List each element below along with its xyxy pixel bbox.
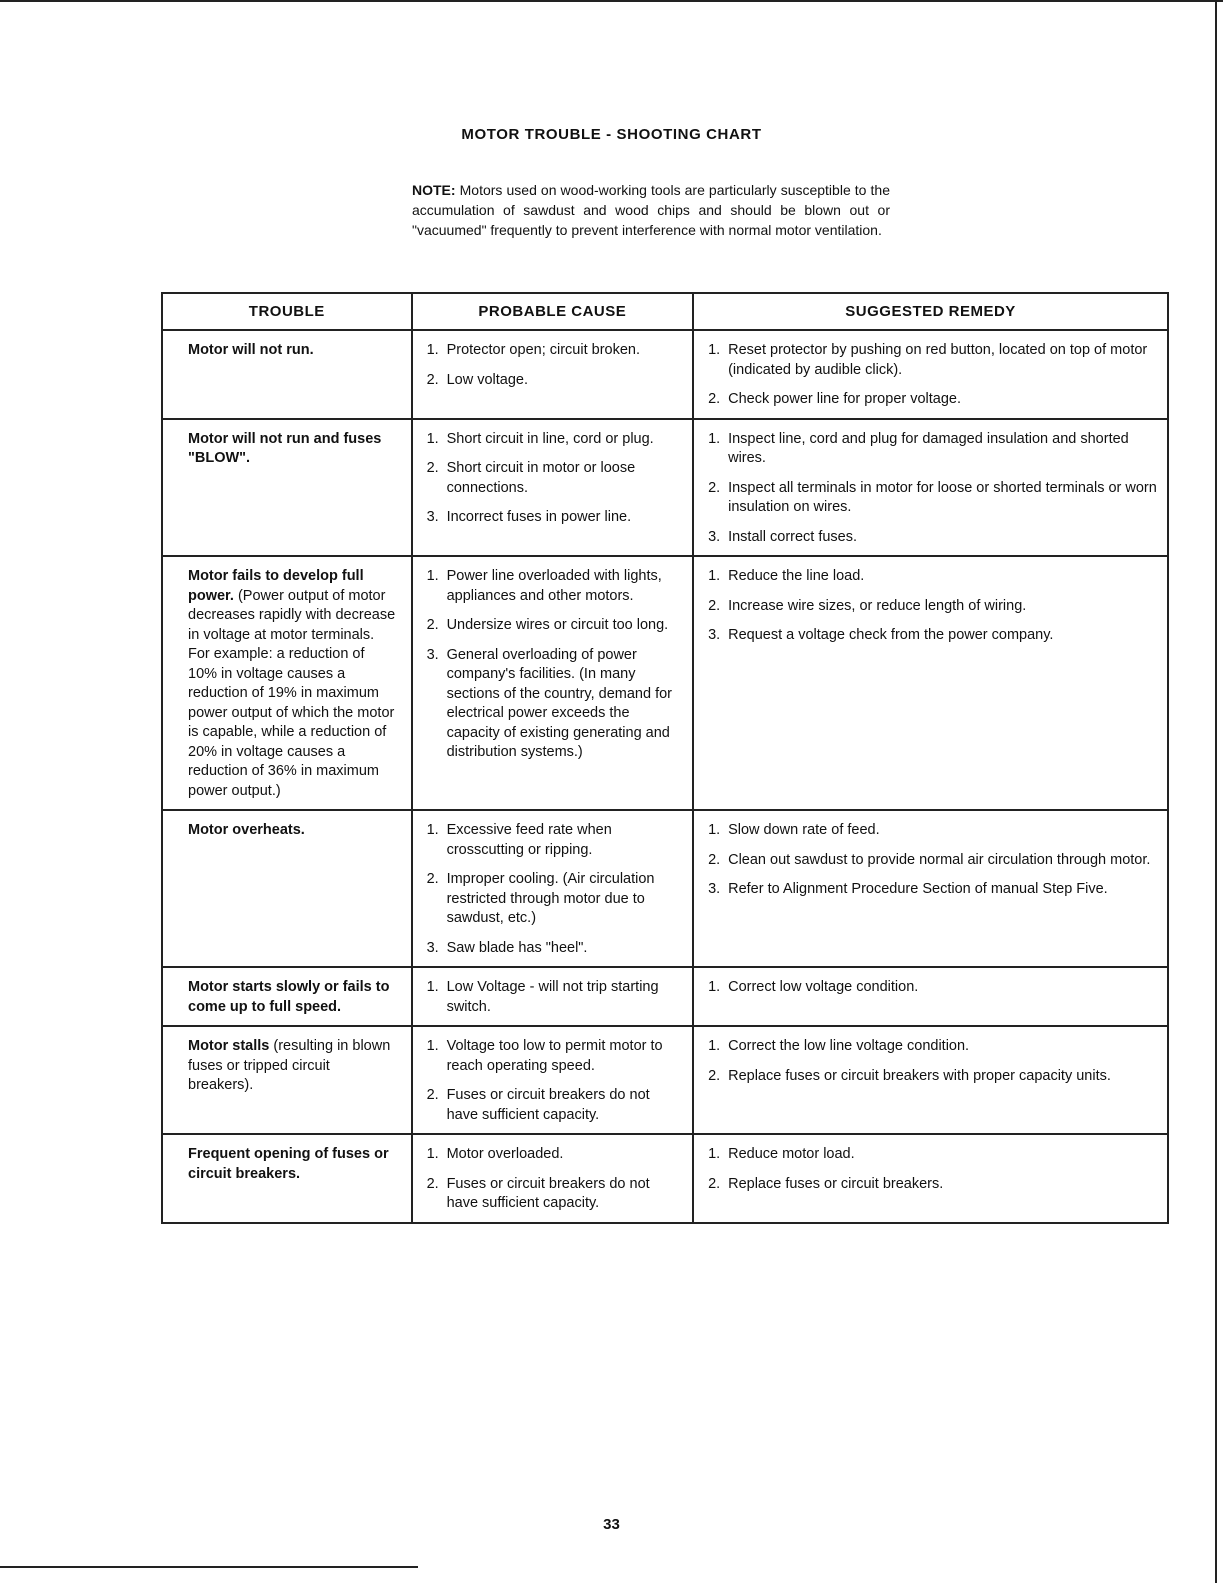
cause-item	[427, 616, 683, 636]
remedy-item	[708, 851, 1157, 871]
remedy-item	[708, 567, 1157, 587]
remedy-text: Replace fuses or circuit breakers.	[728, 1175, 944, 1192]
cause-text: Protector open; circuit broken.	[446, 342, 641, 358]
table-row	[162, 1026, 1168, 1134]
cause-number: 2.	[426, 460, 439, 476]
remedy-item	[708, 341, 1157, 380]
cause-text: Short circuit in motor or loose connections.	[446, 460, 636, 496]
trouble-cell	[162, 556, 412, 810]
cause-item	[427, 646, 683, 763]
remedy-number: 2.	[708, 1175, 721, 1192]
cause-item	[427, 459, 683, 498]
note-label: NOTE:	[412, 182, 456, 198]
cause-text: Low Voltage - will not trip starting switch.	[446, 979, 659, 1015]
cause-item	[427, 1175, 683, 1214]
table-row	[162, 330, 1168, 419]
cause-text: Motor overloaded.	[446, 1146, 564, 1162]
probable-cause-cell	[412, 556, 694, 810]
cause-text: Undersize wires or circuit too long.	[446, 617, 669, 633]
remedy-number: 2.	[708, 851, 721, 868]
cause-number: 2.	[426, 617, 439, 633]
cause-item	[427, 1037, 683, 1076]
suggested-remedy-cell	[693, 1026, 1168, 1134]
trouble-title: Motor will not run.	[188, 342, 314, 358]
trouble-title: Frequent opening of fuses or circuit breakers.	[188, 1146, 389, 1182]
table-row	[162, 810, 1168, 967]
page-title: MOTOR TROUBLE - SHOOTING CHART	[461, 126, 762, 143]
cause-text: Power line overloaded with lights, appliances and other motors.	[446, 568, 662, 604]
header-trouble: TROUBLE	[162, 293, 412, 330]
remedy-text: Request a voltage check from the power company.	[728, 627, 1054, 643]
cause-number: 2.	[426, 1175, 439, 1192]
remedy-item	[708, 821, 1157, 841]
troubleshooting-table	[161, 292, 1169, 1224]
cause-item	[427, 371, 683, 391]
cause-number: 3.	[426, 509, 439, 525]
remedy-text: Reduce the line load.	[728, 568, 865, 584]
cause-number: 1.	[426, 568, 439, 584]
cause-item	[427, 430, 683, 450]
remedy-item	[708, 1175, 1157, 1195]
trouble-title: Motor stalls	[188, 1038, 270, 1054]
remedy-text: Inspect all terminals in motor for loose or shorted terminals or worn insulation on wires.	[728, 479, 1157, 515]
cause-number: 1.	[426, 1038, 439, 1054]
remedy-item	[708, 1037, 1157, 1057]
remedy-text: Replace fuses or circuit breakers with proper capacity units.	[728, 1067, 1111, 1084]
cause-item	[427, 567, 683, 606]
cause-number: 3.	[426, 646, 439, 663]
remedy-number: 2.	[708, 597, 721, 614]
remedy-number: 1.	[708, 822, 721, 838]
probable-cause-cell	[412, 967, 694, 1026]
cause-number: 3.	[426, 939, 439, 956]
trouble-title: Motor starts slowly or fails to come up to full speed.	[188, 979, 390, 1015]
cause-text: Saw blade has "heel".	[446, 939, 588, 956]
probable-cause-cell	[412, 1134, 694, 1223]
note-paragraph	[412, 180, 890, 240]
table-body	[162, 330, 1168, 1223]
trouble-title: Motor fails to develop full power.	[188, 568, 364, 604]
remedy-text: Reduce motor load.	[728, 1146, 855, 1162]
probable-cause-cell	[412, 1026, 694, 1134]
remedy-text: Correct low voltage condition.	[728, 979, 919, 995]
trouble-cell	[162, 419, 412, 557]
cause-item	[427, 978, 683, 1017]
remedy-text: Inspect line, cord and plug for damaged insulation and shorted wires.	[728, 430, 1129, 466]
remedy-number: 3.	[708, 627, 721, 643]
probable-cause-cell	[412, 330, 694, 419]
table-row	[162, 556, 1168, 810]
page-number: 33	[603, 1516, 620, 1533]
trouble-title: Motor will not run and fuses "BLOW".	[188, 430, 382, 466]
suggested-remedy-cell	[693, 810, 1168, 967]
remedy-text: Install correct fuses.	[728, 528, 858, 545]
table-row	[162, 419, 1168, 557]
page-border-top	[0, 0, 1223, 2]
trouble-description: (Power output of motor decreases rapidly with decrease in voltage at motor terminals. For example: a reduction of 10% in voltage causes a reduction of 19% in maximum power output of which the motor is capable, while a reduction of 20% in voltage causes a reduction of 36% in maximum power output.)	[188, 587, 396, 799]
remedy-text: Refer to Alignment Procedure Section of manual Step Five.	[728, 881, 1108, 897]
remedy-item	[708, 479, 1157, 518]
cause-item	[427, 1145, 683, 1165]
remedy-number: 1.	[708, 979, 721, 995]
cause-text: Improper cooling. (Air circulation restricted through motor due to sawdust, etc.)	[446, 871, 655, 926]
remedy-number: 1.	[708, 1146, 721, 1162]
cause-item	[427, 821, 683, 860]
remedy-number: 2.	[708, 391, 721, 407]
cause-number: 1.	[426, 822, 439, 838]
trouble-cell	[162, 810, 412, 967]
remedy-item	[708, 430, 1157, 469]
remedy-text: Increase wire sizes, or reduce length of wiring.	[728, 597, 1027, 614]
suggested-remedy-cell	[693, 556, 1168, 810]
suggested-remedy-cell	[693, 330, 1168, 419]
table-row	[162, 1134, 1168, 1223]
cause-item	[427, 341, 683, 361]
remedy-item	[708, 978, 1157, 998]
trouble-description: (resulting in blown fuses or tripped circuit breakers).	[188, 1038, 391, 1093]
cause-text: Fuses or circuit breakers do not have sufficient capacity.	[446, 1087, 650, 1123]
cause-number: 2.	[426, 871, 439, 887]
remedy-item	[708, 390, 1157, 410]
probable-cause-cell	[412, 419, 694, 557]
remedy-number: 1.	[708, 1038, 721, 1054]
cause-number: 1.	[426, 979, 439, 995]
cause-text: Voltage too low to permit motor to reach operating speed.	[446, 1038, 663, 1074]
remedy-text: Reset protector by pushing on red button, located on top of motor (indicated by audible click).	[728, 342, 1148, 378]
remedy-number: 1.	[708, 430, 721, 447]
suggested-remedy-cell	[693, 419, 1168, 557]
remedy-number: 1.	[708, 342, 721, 358]
trouble-cell	[162, 1026, 412, 1134]
remedy-item	[708, 528, 1157, 548]
remedy-text: Clean out sawdust to provide normal air circulation through motor.	[728, 851, 1151, 868]
remedy-text: Slow down rate of feed.	[728, 822, 880, 838]
table-row	[162, 967, 1168, 1026]
trouble-cell	[162, 967, 412, 1026]
cause-number: 1.	[426, 1146, 439, 1162]
cause-number: 1.	[426, 342, 439, 358]
cause-number: 2.	[426, 371, 439, 388]
remedy-number: 1.	[708, 568, 721, 584]
header-probable-cause: PROBABLE CAUSE	[412, 293, 694, 330]
trouble-title: Motor overheats.	[188, 822, 305, 838]
table-header-row	[162, 293, 1168, 330]
remedy-number: 2.	[708, 1067, 721, 1084]
trouble-cell	[162, 330, 412, 419]
cause-item	[427, 939, 683, 959]
cause-item	[427, 1086, 683, 1125]
page-border-right	[1215, 0, 1217, 1583]
suggested-remedy-cell	[693, 967, 1168, 1026]
trouble-cell	[162, 1134, 412, 1223]
cause-text: Fuses or circuit breakers do not have sufficient capacity.	[446, 1175, 650, 1211]
remedy-item	[708, 626, 1157, 646]
cause-number: 1.	[426, 430, 439, 447]
cause-text: Low voltage.	[446, 371, 528, 388]
suggested-remedy-cell	[693, 1134, 1168, 1223]
page-border-bottom	[0, 1566, 418, 1568]
remedy-item	[708, 880, 1157, 900]
probable-cause-cell	[412, 810, 694, 967]
remedy-number: 2.	[708, 479, 721, 496]
note-text: Motors used on wood-working tools are particularly susceptible to the accumulation of sawdust and wood chips and should be blown out or "vacuumed" frequently to prevent interference with normal motor ventilation.	[412, 182, 891, 238]
remedy-item	[708, 1145, 1157, 1165]
cause-text: General overloading of power company's facilities. (In many sections of the country, demand for electrical power exceeds the capacity of existing generating and distribution systems.)	[446, 646, 672, 760]
cause-text: Short circuit in line, cord or plug.	[446, 430, 654, 447]
remedy-number: 3.	[708, 528, 721, 545]
remedy-number: 3.	[708, 881, 721, 897]
header-suggested-remedy: SUGGESTED REMEDY	[693, 293, 1168, 330]
cause-item	[427, 508, 683, 528]
cause-text: Incorrect fuses in power line.	[446, 509, 632, 525]
cause-number: 2.	[426, 1087, 439, 1103]
remedy-text: Check power line for proper voltage.	[728, 391, 962, 407]
remedy-item	[708, 597, 1157, 617]
remedy-text: Correct the low line voltage condition.	[728, 1038, 970, 1054]
cause-item	[427, 870, 683, 929]
remedy-item	[708, 1067, 1157, 1087]
cause-text: Excessive feed rate when crosscutting or ripping.	[446, 822, 612, 858]
